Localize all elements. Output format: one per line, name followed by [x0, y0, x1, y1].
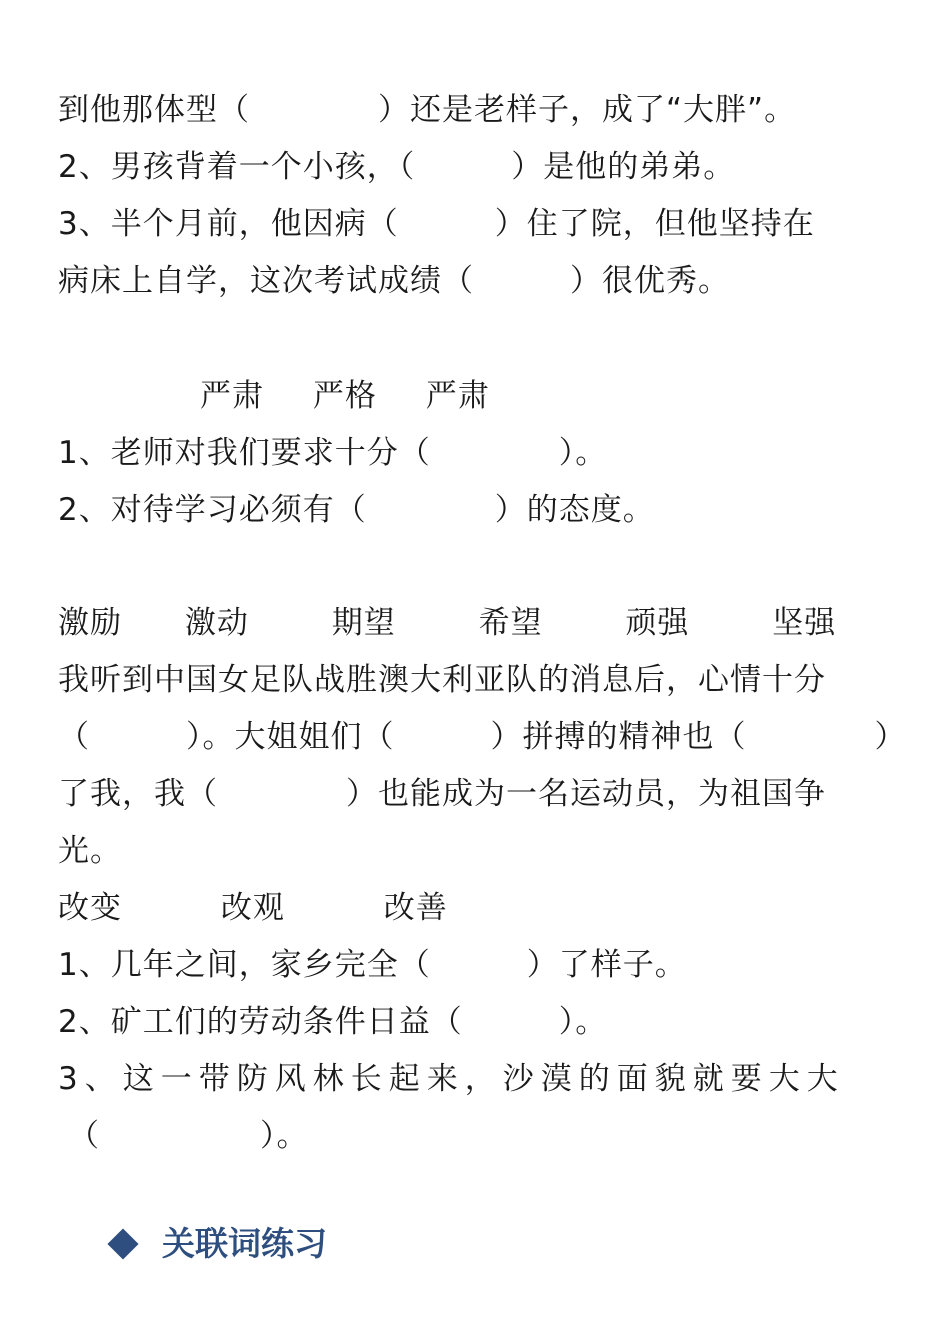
exercise-line: 病床上自学，这次考试成绩（ ）很优秀。	[58, 263, 730, 299]
exercise-line: 2、矿工们的劳动条件日益（ ）。	[58, 1004, 608, 1040]
word-option: 期望	[331, 605, 396, 641]
word-option: 顽强	[625, 605, 690, 641]
diamond-bullet-icon	[107, 1228, 138, 1259]
exercise-line: 了我，我（ ）也能成为一名运动员，为祖国争	[58, 776, 826, 812]
exercise-line: 1、老师对我们要求十分（ ）。	[58, 435, 608, 471]
word-options-1	[200, 376, 892, 416]
word-option: 改善	[383, 890, 448, 926]
exercise-line: （ ）。大姐姐们（ ）拼搏的精神也（ ）	[58, 719, 907, 755]
section-heading	[104, 1222, 327, 1266]
word-option: 严肃	[425, 378, 490, 414]
exercise-line: （ ）。	[68, 1118, 309, 1154]
word-option: 严肃	[200, 378, 264, 414]
word-option: 改变	[58, 890, 122, 926]
exercise-line: 1、几年之间，家乡完全（ ）了样子。	[58, 947, 687, 983]
exercise-line: 我听到中国女足队战胜澳大利亚队的消息后，心情十分	[58, 662, 826, 698]
exercise-line: 到他那体型（ ）还是老样子，成了“大胖”。	[58, 92, 797, 128]
word-option: 希望	[478, 605, 543, 641]
exercise-line: 3、半个月前，他因病（ ）住了院，但他坚持在	[58, 206, 815, 242]
exercise-line: 2、对待学习必须有（ ）的态度。	[58, 492, 655, 528]
exercise-line: 3、这一带防风林长起来，沙漠的面貌就要大大	[58, 1061, 845, 1097]
word-option: 严格	[312, 378, 377, 414]
exercise-line: 2、男孩背着一个小孩，（ ）是他的弟弟。	[58, 149, 736, 185]
section-heading-text: 关联词练习	[162, 1224, 327, 1263]
word-option: 激动	[184, 605, 249, 641]
word-options-3	[58, 888, 892, 928]
word-option: 改观	[220, 890, 285, 926]
exercise-line: 光。	[58, 833, 122, 869]
word-options-2	[58, 603, 892, 643]
word-option: 激励	[58, 605, 122, 641]
word-option: 坚强	[772, 605, 837, 641]
